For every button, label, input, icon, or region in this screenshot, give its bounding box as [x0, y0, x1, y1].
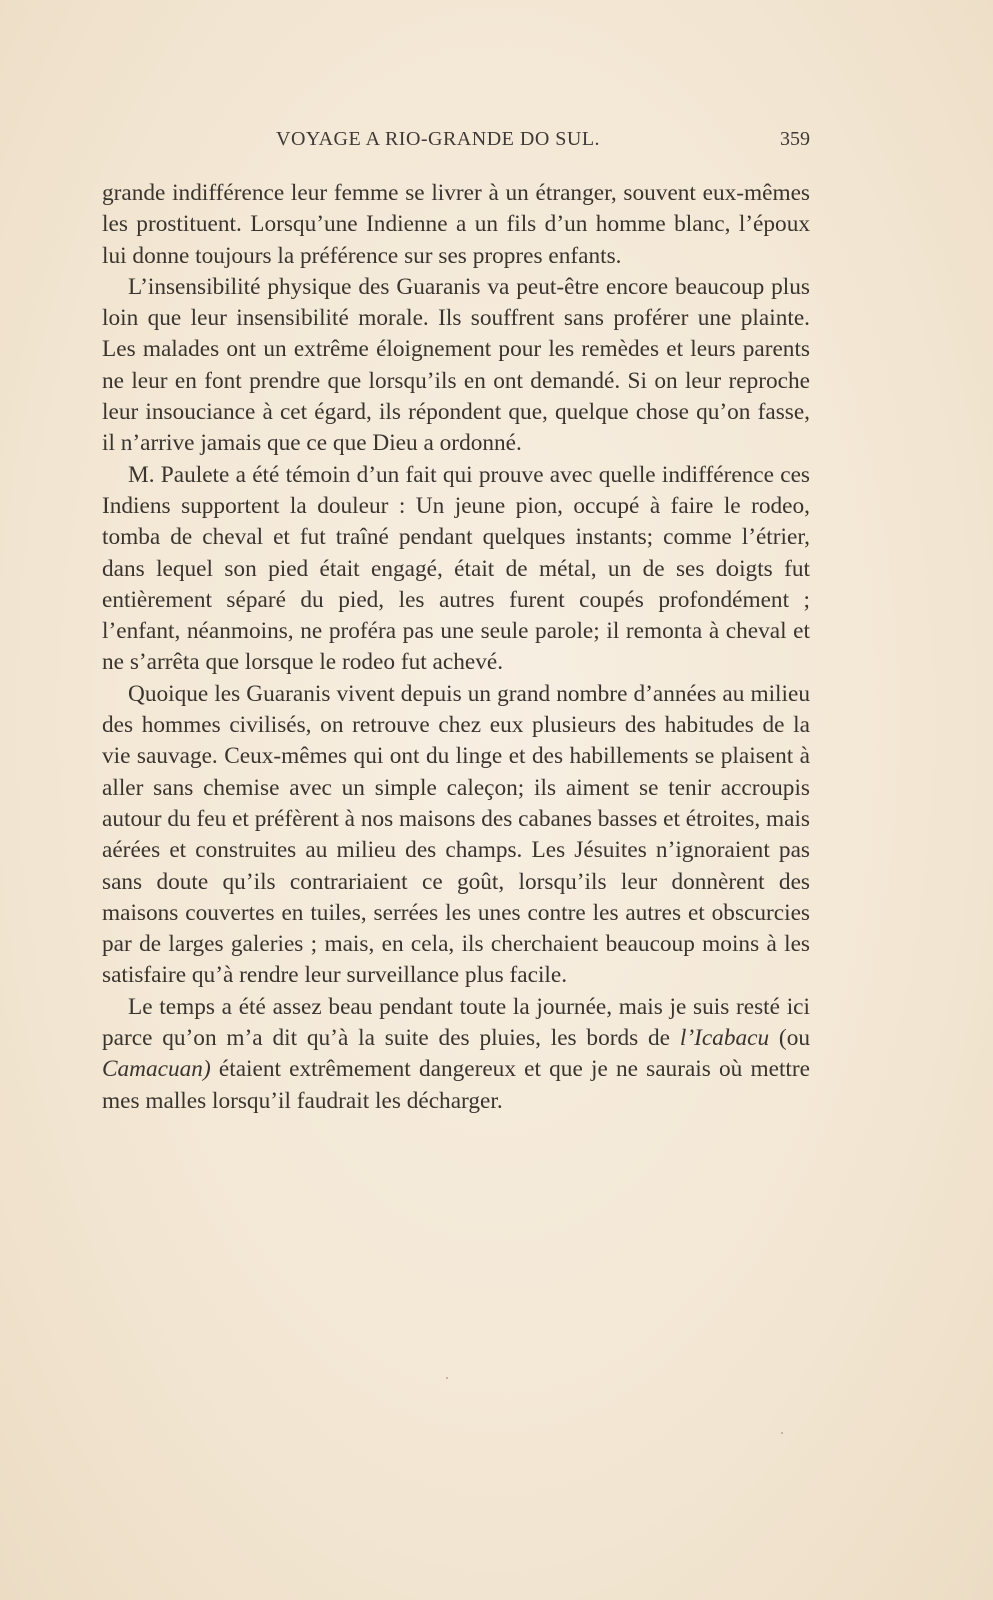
place-name-icabacu: l’Icabacu	[679, 1025, 770, 1052]
running-header	[102, 128, 810, 158]
paragraph-5	[102, 992, 810, 1117]
paragraph-1: grande indifférence leur femme se livrer à un étranger, souvent eux-mêmes les prostituent. Lorsqu’une Indienne a un fils d’un homme blanc, l’époux lui donne toujours la préférence sur ses propres enfants.	[102, 180, 810, 269]
paragraph-5-part-2: (ou	[769, 1025, 810, 1052]
body-text	[102, 178, 810, 1117]
paper-speck	[446, 1377, 448, 1379]
paragraph-5-part-3: étaient extrêmement dangereux et que je ne saurais où mettre mes malles lorsqu’il faudrait les décharger.	[102, 1056, 810, 1114]
page-number: 359	[780, 128, 810, 150]
paragraph-2: L’insensibilité physique des Guaranis va peut-être encore beaucoup plus loin que leur insensibilité morale. Ils souffrent sans proférer une plainte. Les malades ont un extrême éloignement pour les remèdes et leurs parents ne leur en font prendre que lorsqu’ils en ont demandé. Si on leur reproche leur insouciance à cet égard, ils répondent que, quelque chose qu’on fasse, il n’arrive jamais que ce que Dieu a ordonné.	[102, 273, 810, 457]
running-title: VOYAGE A RIO-GRANDE DO SUL.	[276, 128, 601, 150]
paper-speck	[781, 1432, 783, 1434]
paragraph-4: Quoique les Guaranis vivent depuis un grand nombre d’années au milieu des hommes civilisés, on retrouve chez eux plusieurs des habitudes de la vie sauvage. Ceux-mêmes qui ont du linge et des habillements se plaisent à aller sans chemise avec un simple caleçon; ils aiment se tenir accroupis autour du feu et préfèrent à nos maisons des cabanes basses et étroites, mais aérées et construites au milieu des champs. Les Jésuites n’ignoraient pas sans doute qu’ils contrariaient ce goût, lorsqu’ils leur donnèrent des maisons couvertes en tuiles, serrées les unes contre les autres et obscurcies par de larges galeries ; mais, en cela, ils cherchaient beaucoup moins à les satisfaire qu’à rendre leur surveillance plus facile.	[102, 680, 810, 989]
paragraph-3: M. Paulete a été témoin d’un fait qui prouve avec quelle indifférence ces Indiens supportent la douleur : Un jeune pion, occupé à faire le rodeo, tomba de cheval et fut traîné pendant quelques instants; comme l’étrier, dans lequel son pied était engagé, était de métal, un de ses doigts fut entièrement séparé du pied, les autres furent coupés profondément ; l’enfant, néanmoins, ne proféra pas une seule parole; il remonta à cheval et ne s’arrêta que lorsque le rodeo fut achevé.	[102, 461, 810, 676]
place-name-camacuan: Camacuan)	[102, 1056, 211, 1083]
paragraph-5-part-1: Le temps a été assez beau pendant toute la journée, mais je suis resté ici parce qu’on m’a dit qu’à la suite des pluies, les bords de	[102, 993, 810, 1052]
